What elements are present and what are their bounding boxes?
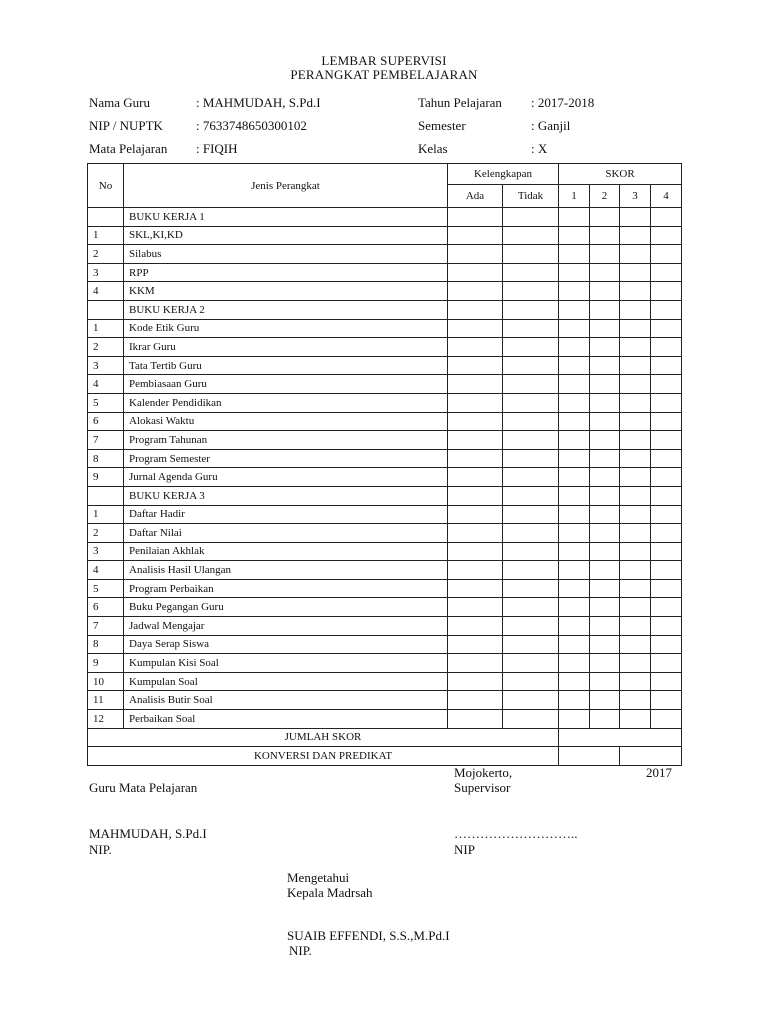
cell-skor-3[interactable] (620, 486, 651, 505)
row-jenis-perangkat: Kumpulan Kisi Soal (124, 654, 448, 673)
document-title: LEMBAR SUPERVISI (321, 53, 447, 68)
cell-skor-3[interactable] (620, 245, 651, 264)
row-jenis-perangkat: KKM (124, 282, 448, 301)
header-skor-4: 4 (651, 185, 682, 208)
cell-skor-2[interactable] (590, 412, 620, 431)
cell-skor-1[interactable] (559, 561, 590, 580)
cell-skor-2[interactable] (590, 375, 620, 394)
cell-skor-4[interactable] (651, 393, 682, 412)
cell-tidak[interactable] (503, 561, 559, 580)
row-jenis-perangkat: Ikrar Guru (124, 338, 448, 357)
cell-ada[interactable] (448, 617, 503, 636)
row-no: 3 (88, 263, 124, 282)
cell-skor-1[interactable] (559, 635, 590, 654)
row-no: 9 (88, 468, 124, 487)
table-row (88, 691, 682, 710)
row-no: 2 (88, 524, 124, 543)
cell-tidak[interactable] (503, 486, 559, 505)
konversi-value (559, 747, 620, 766)
row-jenis-perangkat: Pembiasaan Guru (124, 375, 448, 394)
header-kelengkapan: Kelengkapan (448, 164, 559, 185)
tahun-label: Tahun Pelajaran (418, 95, 502, 110)
cell-ada[interactable] (448, 412, 503, 431)
cell-ada[interactable] (448, 375, 503, 394)
cell-skor-4[interactable] (651, 338, 682, 357)
cell-skor-4[interactable] (651, 617, 682, 636)
cell-ada[interactable] (448, 505, 503, 524)
row-no: 2 (88, 245, 124, 264)
cell-skor-3[interactable] (620, 468, 651, 487)
cell-skor-1[interactable] (559, 691, 590, 710)
table-row (88, 524, 682, 543)
cell-skor-2[interactable] (590, 282, 620, 301)
kepala-name: SUAIB EFFENDI, S.S.,M.Pd.I (287, 928, 450, 943)
cell-skor-1[interactable] (559, 245, 590, 264)
cell-skor-2[interactable] (590, 635, 620, 654)
table-row (88, 226, 682, 245)
header-ada: Ada (448, 185, 503, 208)
cell-skor-2[interactable] (590, 486, 620, 505)
table-row (88, 468, 682, 487)
cell-skor-3[interactable] (620, 691, 651, 710)
table-row (88, 579, 682, 598)
cell-skor-2[interactable] (590, 579, 620, 598)
cell-skor-3[interactable] (620, 282, 651, 301)
cell-ada[interactable] (448, 524, 503, 543)
cell-skor-4[interactable] (651, 282, 682, 301)
cell-tidak[interactable] (503, 226, 559, 245)
table-row (88, 319, 682, 338)
cell-skor-2[interactable] (590, 505, 620, 524)
cell-skor-4[interactable] (651, 449, 682, 468)
cell-skor-2[interactable] (590, 431, 620, 450)
cell-skor-4[interactable] (651, 356, 682, 375)
cell-skor-4[interactable] (651, 431, 682, 450)
cell-ada[interactable] (448, 672, 503, 691)
cell-ada[interactable] (448, 542, 503, 561)
supervision-table (87, 163, 682, 766)
cell-skor-1[interactable] (559, 208, 590, 227)
table-row (88, 486, 682, 505)
cell-skor-2[interactable] (590, 393, 620, 412)
cell-skor-3[interactable] (620, 208, 651, 227)
row-no: 6 (88, 598, 124, 617)
row-no: 1 (88, 505, 124, 524)
cell-ada[interactable] (448, 338, 503, 357)
cell-skor-1[interactable] (559, 579, 590, 598)
row-jenis-perangkat: Jadwal Mengajar (124, 617, 448, 636)
mapel-value: : FIQIH (196, 141, 238, 156)
cell-tidak[interactable] (503, 654, 559, 673)
cell-skor-4[interactable] (651, 691, 682, 710)
row-no: 6 (88, 412, 124, 431)
nip-label: NIP / NUPTK (89, 118, 163, 133)
table-row (88, 393, 682, 412)
cell-skor-1[interactable] (559, 338, 590, 357)
signature-year: 2017 (646, 765, 672, 780)
row-jenis-perangkat: Perbaikan Soal (124, 710, 448, 729)
cell-skor-2[interactable] (590, 598, 620, 617)
table-row (88, 598, 682, 617)
table-row (88, 561, 682, 580)
cell-skor-4[interactable] (651, 672, 682, 691)
row-no: 7 (88, 431, 124, 450)
row-jenis-perangkat: Kalender Pendidikan (124, 393, 448, 412)
jumlah-skor-label: JUMLAH SKOR (88, 728, 559, 747)
cell-skor-2[interactable] (590, 263, 620, 282)
tahun-value: : 2017-2018 (531, 95, 595, 110)
cell-skor-1[interactable] (559, 356, 590, 375)
cell-skor-4[interactable] (651, 300, 682, 319)
cell-skor-4[interactable] (651, 710, 682, 729)
jumlah-skor-value (559, 728, 682, 747)
cell-skor-4[interactable] (651, 654, 682, 673)
cell-skor-1[interactable] (559, 617, 590, 636)
row-no: 4 (88, 561, 124, 580)
row-jenis-perangkat: Kode Etik Guru (124, 319, 448, 338)
row-jenis-perangkat: Daftar Hadir (124, 505, 448, 524)
cell-skor-4[interactable] (651, 635, 682, 654)
cell-ada[interactable] (448, 710, 503, 729)
cell-tidak[interactable] (503, 524, 559, 543)
cell-skor-3[interactable] (620, 431, 651, 450)
cell-tidak[interactable] (503, 319, 559, 338)
supervisor-nip: NIP (454, 842, 475, 857)
row-jenis-perangkat: Silabus (124, 245, 448, 264)
row-jenis-perangkat: RPP (124, 263, 448, 282)
cell-tidak[interactable] (503, 412, 559, 431)
cell-tidak[interactable] (503, 468, 559, 487)
cell-tidak[interactable] (503, 375, 559, 394)
cell-skor-3[interactable] (620, 561, 651, 580)
row-no (88, 300, 124, 319)
cell-skor-2[interactable] (590, 542, 620, 561)
konversi-label: KONVERSI DAN PREDIKAT (88, 747, 559, 766)
cell-ada[interactable] (448, 654, 503, 673)
cell-skor-3[interactable] (620, 319, 651, 338)
cell-skor-3[interactable] (620, 505, 651, 524)
row-jenis-perangkat: BUKU KERJA 3 (124, 486, 448, 505)
row-no: 10 (88, 672, 124, 691)
mapel-label: Mata Pelajaran (89, 141, 168, 156)
header-no: No (88, 164, 124, 208)
cell-skor-4[interactable] (651, 505, 682, 524)
cell-tidak[interactable] (503, 282, 559, 301)
row-no (88, 486, 124, 505)
row-no: 2 (88, 338, 124, 357)
cell-ada[interactable] (448, 635, 503, 654)
cell-skor-2[interactable] (590, 654, 620, 673)
cell-skor-2[interactable] (590, 226, 620, 245)
cell-skor-2[interactable] (590, 672, 620, 691)
row-jenis-perangkat: Jurnal Agenda Guru (124, 468, 448, 487)
table-row (88, 542, 682, 561)
cell-tidak[interactable] (503, 710, 559, 729)
row-jenis-perangkat: BUKU KERJA 1 (124, 208, 448, 227)
cell-ada[interactable] (448, 431, 503, 450)
row-jenis-perangkat: Program Tahunan (124, 431, 448, 450)
header-skor: SKOR (559, 164, 682, 185)
cell-skor-2[interactable] (590, 338, 620, 357)
nama-guru-value: : MAHMUDAH, S.Pd.I (196, 95, 321, 110)
row-jenis-perangkat: Buku Pegangan Guru (124, 598, 448, 617)
guru-nip: NIP. (89, 842, 112, 857)
cell-tidak[interactable] (503, 449, 559, 468)
cell-skor-3[interactable] (620, 300, 651, 319)
table-row (88, 505, 682, 524)
cell-skor-3[interactable] (620, 598, 651, 617)
row-no: 3 (88, 542, 124, 561)
cell-ada[interactable] (448, 579, 503, 598)
row-jenis-perangkat: Tata Tertib Guru (124, 356, 448, 375)
cell-skor-1[interactable] (559, 319, 590, 338)
table-row (88, 654, 682, 673)
cell-skor-4[interactable] (651, 468, 682, 487)
nama-guru-label: Nama Guru (89, 95, 151, 110)
cell-tidak[interactable] (503, 617, 559, 636)
cell-skor-4[interactable] (651, 561, 682, 580)
row-jenis-perangkat: Daya Serap Siswa (124, 635, 448, 654)
cell-skor-1[interactable] (559, 524, 590, 543)
cell-skor-1[interactable] (559, 542, 590, 561)
cell-tidak[interactable] (503, 672, 559, 691)
table-row (88, 282, 682, 301)
table-row (88, 338, 682, 357)
cell-ada[interactable] (448, 208, 503, 227)
cell-skor-4[interactable] (651, 208, 682, 227)
cell-skor-1[interactable] (559, 505, 590, 524)
cell-tidak[interactable] (503, 579, 559, 598)
cell-skor-4[interactable] (651, 263, 682, 282)
row-jenis-perangkat: Kumpulan Soal (124, 672, 448, 691)
cell-skor-3[interactable] (620, 524, 651, 543)
cell-skor-1[interactable] (559, 282, 590, 301)
row-no: 7 (88, 617, 124, 636)
cell-skor-2[interactable] (590, 208, 620, 227)
table-row (88, 208, 682, 227)
row-no: 5 (88, 393, 124, 412)
semester-value: : Ganjil (531, 118, 571, 133)
cell-skor-3[interactable] (620, 617, 651, 636)
cell-skor-3[interactable] (620, 635, 651, 654)
cell-tidak[interactable] (503, 635, 559, 654)
cell-skor-1[interactable] (559, 468, 590, 487)
cell-skor-4[interactable] (651, 412, 682, 431)
table-row (88, 617, 682, 636)
row-no: 5 (88, 579, 124, 598)
cell-skor-3[interactable] (620, 412, 651, 431)
cell-skor-1[interactable] (559, 672, 590, 691)
supervisor-label: Supervisor (454, 780, 511, 795)
row-jenis-perangkat: Program Semester (124, 449, 448, 468)
cell-skor-1[interactable] (559, 226, 590, 245)
cell-skor-1[interactable] (559, 431, 590, 450)
cell-ada[interactable] (448, 319, 503, 338)
cell-skor-1[interactable] (559, 263, 590, 282)
cell-skor-3[interactable] (620, 449, 651, 468)
row-jenis-perangkat: SKL,KI,KD (124, 226, 448, 245)
cell-skor-2[interactable] (590, 449, 620, 468)
cell-skor-2[interactable] (590, 356, 620, 375)
cell-tidak[interactable] (503, 245, 559, 264)
cell-ada[interactable] (448, 449, 503, 468)
nip-value: : 7633748650300102 (196, 118, 307, 133)
cell-skor-1[interactable] (559, 654, 590, 673)
row-no: 4 (88, 375, 124, 394)
guru-name: MAHMUDAH, S.Pd.I (89, 826, 207, 841)
cell-ada[interactable] (448, 226, 503, 245)
kelas-label: Kelas (418, 141, 448, 156)
row-jenis-perangkat: Penilaian Akhlak (124, 542, 448, 561)
cell-ada[interactable] (448, 691, 503, 710)
header-tidak: Tidak (503, 185, 559, 208)
cell-ada[interactable] (448, 393, 503, 412)
cell-skor-2[interactable] (590, 524, 620, 543)
supervisor-name: ……………………….. (454, 826, 578, 841)
document-subtitle: PERANGKAT PEMBELAJARAN (290, 67, 478, 82)
cell-ada[interactable] (448, 282, 503, 301)
cell-skor-2[interactable] (590, 245, 620, 264)
row-jenis-perangkat: BUKU KERJA 2 (124, 300, 448, 319)
table-row (88, 375, 682, 394)
cell-tidak[interactable] (503, 542, 559, 561)
cell-skor-4[interactable] (651, 579, 682, 598)
cell-tidak[interactable] (503, 393, 559, 412)
table-row (88, 449, 682, 468)
row-jenis-perangkat: Program Perbaikan (124, 579, 448, 598)
cell-ada[interactable] (448, 561, 503, 580)
cell-tidak[interactable] (503, 505, 559, 524)
mengetahui-label: Mengetahui (287, 870, 350, 885)
kelas-value: : X (531, 141, 548, 156)
kepala-madrasah-label: Kepala Madrsah (287, 885, 373, 900)
cell-skor-3[interactable] (620, 542, 651, 561)
cell-skor-3[interactable] (620, 579, 651, 598)
cell-skor-1[interactable] (559, 412, 590, 431)
cell-skor-2[interactable] (590, 691, 620, 710)
cell-tidak[interactable] (503, 598, 559, 617)
row-jenis-perangkat: Analisis Hasil Ulangan (124, 561, 448, 580)
row-no: 8 (88, 449, 124, 468)
cell-skor-2[interactable] (590, 319, 620, 338)
row-jenis-perangkat: Alokasi Waktu (124, 412, 448, 431)
cell-skor-1[interactable] (559, 300, 590, 319)
table-row (88, 300, 682, 319)
cell-tidak[interactable] (503, 338, 559, 357)
signature-place: Mojokerto, (454, 765, 513, 780)
cell-skor-1[interactable] (559, 375, 590, 394)
semester-label: Semester (418, 118, 466, 133)
row-no: 12 (88, 710, 124, 729)
cell-skor-3[interactable] (620, 654, 651, 673)
table-row (88, 356, 682, 375)
cell-skor-2[interactable] (590, 561, 620, 580)
cell-ada[interactable] (448, 263, 503, 282)
cell-tidak[interactable] (503, 691, 559, 710)
row-no: 3 (88, 356, 124, 375)
cell-skor-1[interactable] (559, 710, 590, 729)
cell-skor-4[interactable] (651, 524, 682, 543)
guru-mapel-label: Guru Mata Pelajaran (89, 780, 198, 795)
cell-skor-2[interactable] (590, 300, 620, 319)
cell-skor-4[interactable] (651, 375, 682, 394)
cell-skor-3[interactable] (620, 393, 651, 412)
cell-tidak[interactable] (503, 300, 559, 319)
cell-skor-3[interactable] (620, 263, 651, 282)
table-row (88, 710, 682, 729)
cell-tidak[interactable] (503, 431, 559, 450)
cell-skor-4[interactable] (651, 245, 682, 264)
row-no: 11 (88, 691, 124, 710)
cell-skor-2[interactable] (590, 468, 620, 487)
cell-ada[interactable] (448, 356, 503, 375)
header-skor-2: 2 (590, 185, 620, 208)
cell-skor-4[interactable] (651, 542, 682, 561)
row-no: 1 (88, 319, 124, 338)
table-row (88, 672, 682, 691)
cell-tidak[interactable] (503, 263, 559, 282)
cell-skor-1[interactable] (559, 598, 590, 617)
row-no (88, 208, 124, 227)
cell-ada[interactable] (448, 300, 503, 319)
cell-skor-4[interactable] (651, 319, 682, 338)
cell-skor-4[interactable] (651, 486, 682, 505)
cell-skor-3[interactable] (620, 356, 651, 375)
cell-ada[interactable] (448, 486, 503, 505)
cell-skor-3[interactable] (620, 338, 651, 357)
cell-tidak[interactable] (503, 356, 559, 375)
header-skor-1: 1 (559, 185, 590, 208)
cell-skor-4[interactable] (651, 226, 682, 245)
table-row (88, 635, 682, 654)
row-no: 9 (88, 654, 124, 673)
row-no: 4 (88, 282, 124, 301)
cell-skor-1[interactable] (559, 393, 590, 412)
cell-skor-2[interactable] (590, 710, 620, 729)
cell-skor-3[interactable] (620, 375, 651, 394)
cell-ada[interactable] (448, 598, 503, 617)
row-no: 8 (88, 635, 124, 654)
cell-skor-3[interactable] (620, 710, 651, 729)
row-no: 1 (88, 226, 124, 245)
cell-skor-3[interactable] (620, 226, 651, 245)
kepala-nip: NIP. (289, 943, 312, 958)
header-jenis-perangkat: Jenis Perangkat (124, 164, 448, 208)
header-skor-3: 3 (620, 185, 651, 208)
table-row (88, 431, 682, 450)
cell-skor-4[interactable] (651, 598, 682, 617)
table-row (88, 412, 682, 431)
cell-tidak[interactable] (503, 208, 559, 227)
cell-skor-2[interactable] (590, 617, 620, 636)
cell-ada[interactable] (448, 245, 503, 264)
table-row (88, 263, 682, 282)
cell-skor-1[interactable] (559, 486, 590, 505)
table-row (88, 245, 682, 264)
cell-skor-3[interactable] (620, 672, 651, 691)
cell-ada[interactable] (448, 468, 503, 487)
row-jenis-perangkat: Daftar Nilai (124, 524, 448, 543)
row-jenis-perangkat: Analisis Butir Soal (124, 691, 448, 710)
cell-skor-1[interactable] (559, 449, 590, 468)
predikat-value (620, 747, 682, 766)
